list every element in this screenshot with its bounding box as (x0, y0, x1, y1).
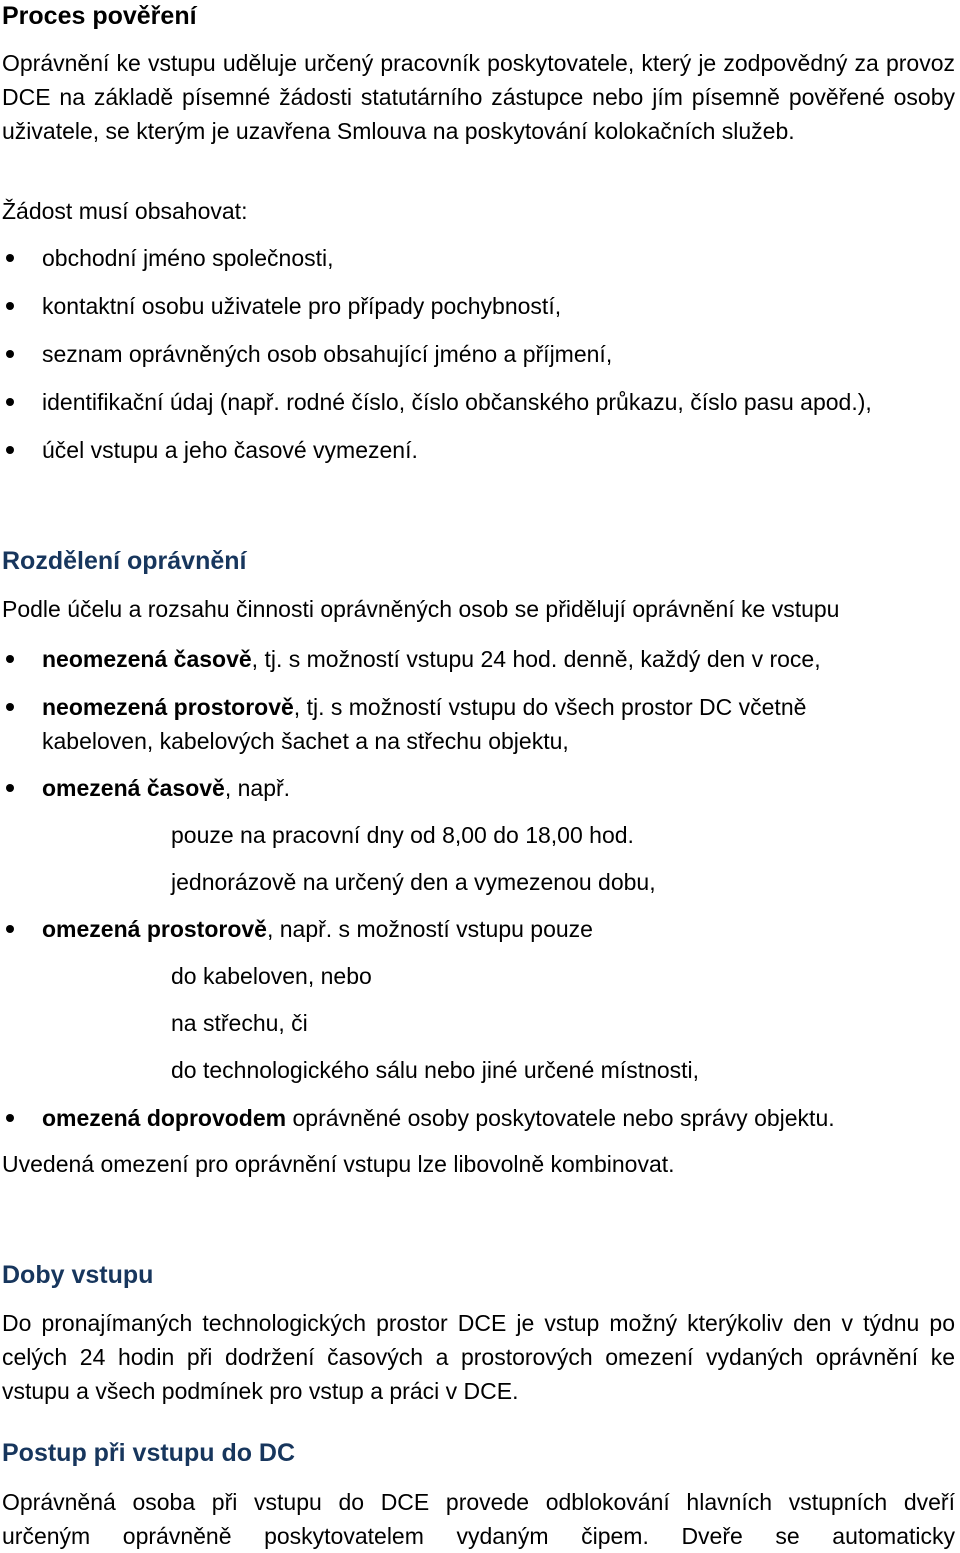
list-item-text: omezená prostorově, např. s možností vstupu pouze (42, 916, 593, 942)
heading-postup-pri-vstupu: Postup při vstupu do DC (2, 1439, 296, 1467)
sub-list-item: do technologického sálu nebo jiné určené místnosti, (171, 1057, 700, 1083)
list-item-text: identifikační údaj (např. rodné číslo, číslo občanského průkazu, číslo pasu apod.), (42, 389, 872, 415)
paragraph-postup-line-1: Oprávněná osoba při vstupu do DCE provede odblokování hlavních vstupních dveří (2, 1489, 955, 1515)
sub-list-item: pouze na pracovní dny od 8,00 do 18,00 hod. (171, 822, 634, 848)
bullet-icon (6, 655, 14, 663)
bullet-icon (6, 1114, 14, 1122)
paragraph-rozdeleni-intro: Podle účelu a rozsahu činnosti oprávněných osob se přidělují oprávnění ke vstupu (2, 596, 840, 622)
heading-doby-vstupu: Doby vstupu (2, 1261, 154, 1289)
list-item-text: obchodní jméno společnosti, (42, 245, 334, 271)
bullet-icon (6, 784, 14, 792)
sub-list-item: do kabeloven, nebo (171, 963, 372, 989)
list-item-text: omezená doprovodem oprávněné osoby poskytovatele nebo správy objektu. (42, 1105, 835, 1131)
heading-proces-povereni: Proces pověření (2, 2, 197, 30)
sub-list-item: jednorázově na určený den a vymezenou dobu, (171, 869, 656, 895)
list-item-text: seznam oprávněných osob obsahující jméno a příjmení, (42, 341, 613, 367)
list-item-text: kontaktní osobu uživatele pro případy pochybností, (42, 293, 562, 319)
list-item-text: neomezená prostorově, tj. s možností vstupu do všech prostor DC včetně kabeloven, kabelových šachet a na střechu objektu, (42, 694, 807, 754)
paragraph-zadost-lead: Žádost musí obsahovat: (2, 198, 248, 224)
paragraph-rozdeleni-outro: Uvedená omezení pro oprávnění vstupu lze libovolně kombinovat. (2, 1151, 675, 1177)
sub-list-item: na střechu, či (171, 1010, 308, 1036)
bullet-icon (6, 925, 14, 933)
bullet-icon (6, 302, 14, 310)
bullet-icon (6, 350, 14, 358)
bullet-icon (6, 446, 14, 454)
list-item-text: neomezená časově, tj. s možností vstupu 24 hod. denně, každý den v roce, (42, 646, 821, 672)
bullet-icon (6, 254, 14, 262)
list-item-text: omezená časově, např. (42, 775, 291, 801)
paragraph-proces-intro: Oprávnění ke vstupu uděluje určený pracovník poskytovatele, který je zodpovědný za provoz DCE na základě písemné žádosti statutárního zástupce nebo jím písemně pověřené osoby uživatele, se kterým je uzavřena Smlouva na poskytování kolokačních služeb. (2, 50, 955, 144)
bullet-icon (6, 398, 14, 406)
list-item-text: účel vstupu a jeho časové vymezení. (42, 437, 418, 463)
bullet-icon (6, 703, 14, 711)
paragraph-doby-text: Do pronajímaných technologických prostor DCE je vstup možný kterýkoliv den v týdnu po celých 24 hodin při dodržení časových a prostorových omezení vydaných oprávnění ke vstupu a všech podmínek pro vstup a práci v DCE. (2, 1310, 955, 1404)
paragraph-postup-line-2: určeným oprávněně poskytovatelem vydaným čipem. Dveře se automaticky (2, 1523, 955, 1549)
heading-rozdeleni-opravneni: Rozdělení oprávnění (2, 547, 247, 575)
